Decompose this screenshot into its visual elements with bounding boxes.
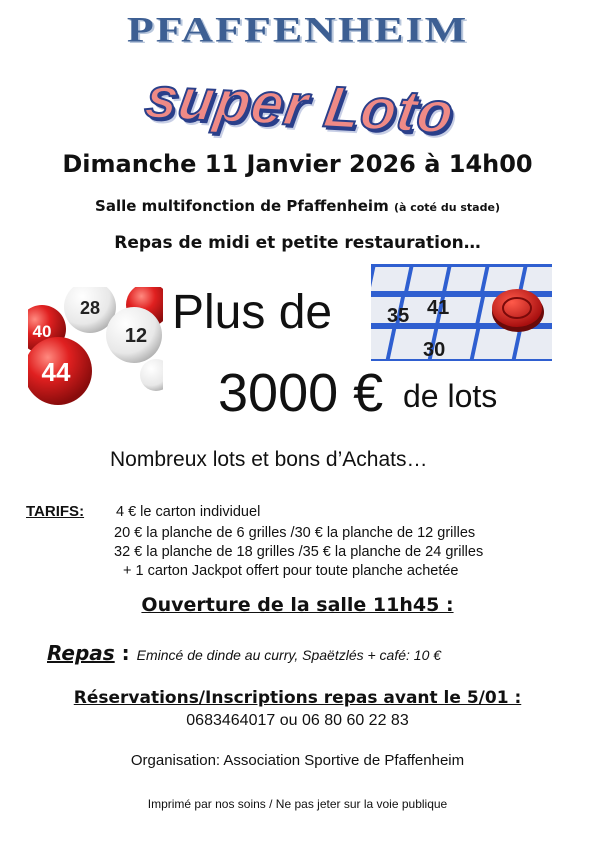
tarifs-label xyxy=(26,503,84,520)
ball-white-edge xyxy=(140,359,163,391)
town-title: PFAFFENHEIM xyxy=(126,9,469,50)
extra-prizes: Nombreux lots et bons d’Achats… xyxy=(110,448,428,471)
meal-info: Repas de midi et petite restauration… xyxy=(114,233,481,253)
repas-label: Repas xyxy=(47,641,115,665)
red-token xyxy=(492,289,542,327)
tarif-line: + 1 carton Jackpot offert pour toute planche achetée xyxy=(123,563,459,579)
bingo-card-image xyxy=(371,264,552,361)
event-venue xyxy=(0,197,595,215)
prize-amount: 3000 € xyxy=(218,363,384,423)
ball-number: 28 xyxy=(79,298,101,318)
ball-number: 40 xyxy=(32,322,52,341)
prize-intro: Plus de xyxy=(172,286,333,339)
venue-name: Salle multifonction de Pfaffenheim xyxy=(95,197,389,215)
card-number: 35 xyxy=(387,305,410,327)
lottery-balls-image xyxy=(28,287,163,409)
reservations-title: Réservations/Inscriptions repas avant le 5/01 : xyxy=(73,688,522,708)
repas-menu: Emincé de dinde au curry, Spaëtzlés + café: 10 € xyxy=(136,647,442,663)
venue-note: (à coté du stade) xyxy=(393,201,500,214)
repas-colon: : xyxy=(114,641,137,665)
ball-number: 12 xyxy=(124,325,148,347)
tarif-line: 20 € la planche de 6 grilles /30 € la planche de 12 grilles xyxy=(114,525,476,541)
tarifs-word: TARIFS xyxy=(26,503,80,520)
tarif-line: 4 € le carton individuel xyxy=(116,504,261,520)
tarif-line: 32 € la planche de 18 grilles /35 € la planche de 24 grilles xyxy=(114,544,484,560)
phone-numbers: 0683464017 ou 06 80 60 22 83 xyxy=(186,712,409,729)
card-number: 41 xyxy=(427,297,450,319)
repas-row xyxy=(47,641,441,665)
card-number: 30 xyxy=(423,339,446,361)
event-name-title: super Loto xyxy=(141,64,459,147)
organisation: Organisation: Association Sportive de Pfaffenheim xyxy=(130,752,465,769)
opening-time: Ouverture de la salle 11h45 : xyxy=(141,594,454,616)
ball-number: 44 xyxy=(41,357,71,387)
footer-note: Imprimé par nos soins / Ne pas jeter sur la voie publique xyxy=(147,797,448,811)
prize-suffix: de lots xyxy=(403,378,498,414)
event-date-time: Dimanche 11 Janvier 2026 à 14h00 xyxy=(62,150,533,178)
tarifs-colon: : xyxy=(79,503,85,520)
